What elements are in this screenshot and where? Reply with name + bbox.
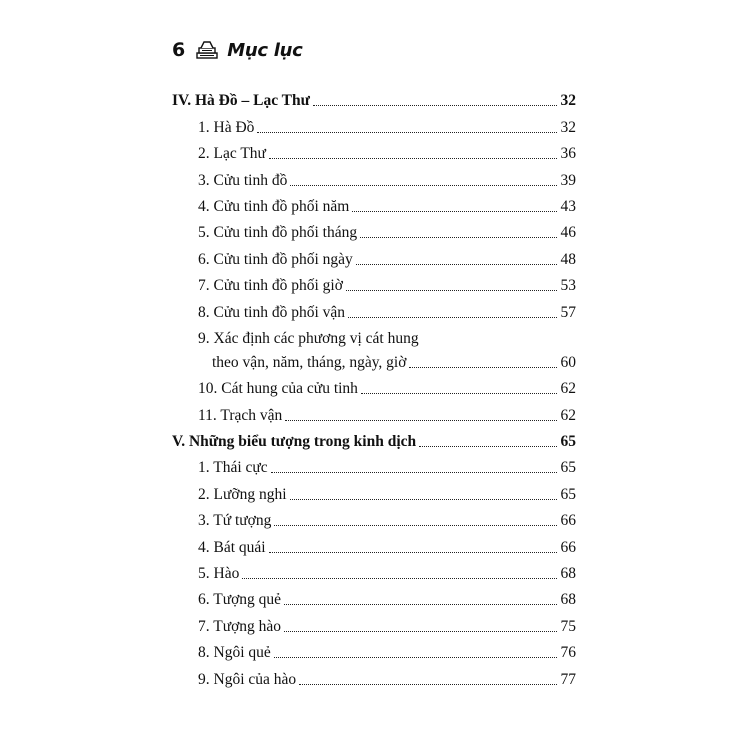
toc-page-number: 32	[560, 92, 576, 110]
toc-page-number: 65	[560, 433, 576, 451]
toc-entry[interactable]	[172, 191, 576, 217]
toc-entry[interactable]	[172, 399, 576, 425]
running-header	[172, 37, 302, 63]
toc-page-number: 75	[560, 617, 576, 635]
toc-page-number: 36	[560, 145, 576, 163]
toc-entry-label: 1. Thái cực	[198, 459, 268, 477]
toc-section[interactable]	[172, 85, 576, 111]
toc-entry-continuation[interactable]	[172, 349, 576, 373]
toc-entry-label: 8. Ngôi quẻ	[198, 644, 271, 662]
toc-entry-label: 6. Tượng quẻ	[198, 591, 282, 609]
dot-leader	[269, 157, 557, 159]
dot-leader	[290, 498, 558, 500]
dot-leader	[352, 210, 557, 212]
toc-entry-label: 6. Cửu tinh đồ phối ngày	[198, 250, 353, 268]
dot-leader	[419, 445, 557, 447]
toc-entry[interactable]	[172, 138, 576, 164]
dot-leader	[361, 392, 557, 394]
dot-leader	[346, 289, 557, 291]
toc-entry[interactable]	[172, 164, 576, 190]
toc-entry[interactable]	[172, 663, 576, 689]
toc-page-number: 65	[560, 459, 576, 477]
toc-entry[interactable]	[172, 296, 576, 322]
dot-leader	[269, 551, 557, 553]
dot-leader	[257, 131, 557, 133]
toc-entry-label: 7. Cửu tinh đồ phối giờ	[198, 277, 343, 295]
toc-entry-label: V. Những biểu tượng trong kinh dịch	[172, 433, 417, 451]
dot-leader	[348, 316, 557, 318]
toc-page-number: 43	[560, 197, 576, 215]
toc-entry-label: 7. Tượng hào	[198, 617, 282, 635]
toc-entry[interactable]	[172, 243, 576, 269]
toc-entry-label: 4. Bát quái	[198, 538, 266, 556]
toc-page-number: 39	[560, 171, 576, 189]
toc-entry[interactable]	[172, 531, 576, 557]
dot-leader	[360, 236, 557, 238]
toc-page-number: 76	[560, 644, 576, 662]
dot-leader	[299, 683, 557, 685]
dot-leader	[285, 419, 557, 421]
toc-entry-multiline[interactable]	[172, 323, 576, 349]
toc-page-number: 62	[560, 406, 576, 424]
dot-leader	[409, 366, 557, 368]
toc-entry[interactable]	[172, 637, 576, 663]
toc-entry-label: IV. Hà Đồ – Lạc Thư	[172, 92, 310, 110]
toc-entry-label-continued: theo vận, năm, tháng, ngày, giờ	[212, 353, 407, 371]
toc-entry-label: 9. Ngôi của hào	[198, 670, 297, 688]
toc-entry-label: 1. Hà Đồ	[198, 118, 255, 136]
dot-leader	[274, 656, 557, 658]
toc-entry-label: 2. Lạc Thư	[198, 145, 266, 163]
toc-entry-label: 10. Cát hung của cửu tinh	[198, 380, 358, 398]
dot-leader	[242, 577, 557, 579]
dot-leader	[271, 471, 557, 473]
toc-entry[interactable]	[172, 111, 576, 137]
toc-page-number: 68	[560, 565, 576, 583]
toc-entry-label: 5. Hào	[198, 565, 240, 583]
toc-entry[interactable]	[172, 505, 576, 531]
toc-entry-label: 11. Trạch vận	[198, 406, 283, 424]
toc-entry[interactable]	[172, 270, 576, 296]
toc-page-number: 68	[560, 591, 576, 609]
toc-entry[interactable]	[172, 452, 576, 478]
toc-page-number: 66	[560, 512, 576, 530]
toc-entry-label: 8. Cửu tinh đồ phối vận	[198, 303, 346, 321]
toc-page-number: 46	[560, 224, 576, 242]
toc-entry-label: 2. Lưỡng nghi	[198, 485, 287, 503]
toc-page-number: 66	[560, 538, 576, 556]
page-number: 6	[172, 39, 186, 61]
book-stack-icon	[195, 40, 219, 60]
toc-page-number: 65	[560, 485, 576, 503]
toc-entry-label: 3. Tứ tượng	[198, 512, 272, 530]
toc-entry[interactable]	[172, 373, 576, 399]
toc-page-number: 53	[560, 277, 576, 295]
toc-entry-label: 3. Cửu tinh đồ	[198, 171, 288, 189]
dot-leader	[284, 630, 557, 632]
toc-page-number: 62	[560, 380, 576, 398]
toc-page-number: 77	[560, 670, 576, 688]
toc-page-number: 57	[560, 303, 576, 321]
toc-page-number: 32	[560, 118, 576, 136]
toc-page-number: 60	[560, 353, 576, 371]
toc-entry-label: 4. Cửu tinh đồ phối năm	[198, 197, 350, 215]
dot-leader	[356, 263, 557, 265]
table-of-contents	[172, 85, 576, 690]
dot-leader	[284, 603, 557, 605]
toc-entry[interactable]	[172, 610, 576, 636]
dot-leader	[274, 524, 557, 526]
toc-entry[interactable]	[172, 584, 576, 610]
toc-entry-label: 5. Cửu tinh đồ phối tháng	[198, 224, 358, 242]
dot-leader	[313, 104, 557, 106]
toc-entry[interactable]	[172, 217, 576, 243]
dot-leader	[290, 184, 557, 186]
toc-entry[interactable]	[172, 478, 576, 504]
page-title: Mục lục	[227, 39, 303, 61]
toc-entry-label: 9. Xác định các phương vị cát hung	[198, 329, 419, 347]
toc-section[interactable]	[172, 426, 576, 452]
toc-entry[interactable]	[172, 558, 576, 584]
toc-page-number: 48	[560, 250, 576, 268]
